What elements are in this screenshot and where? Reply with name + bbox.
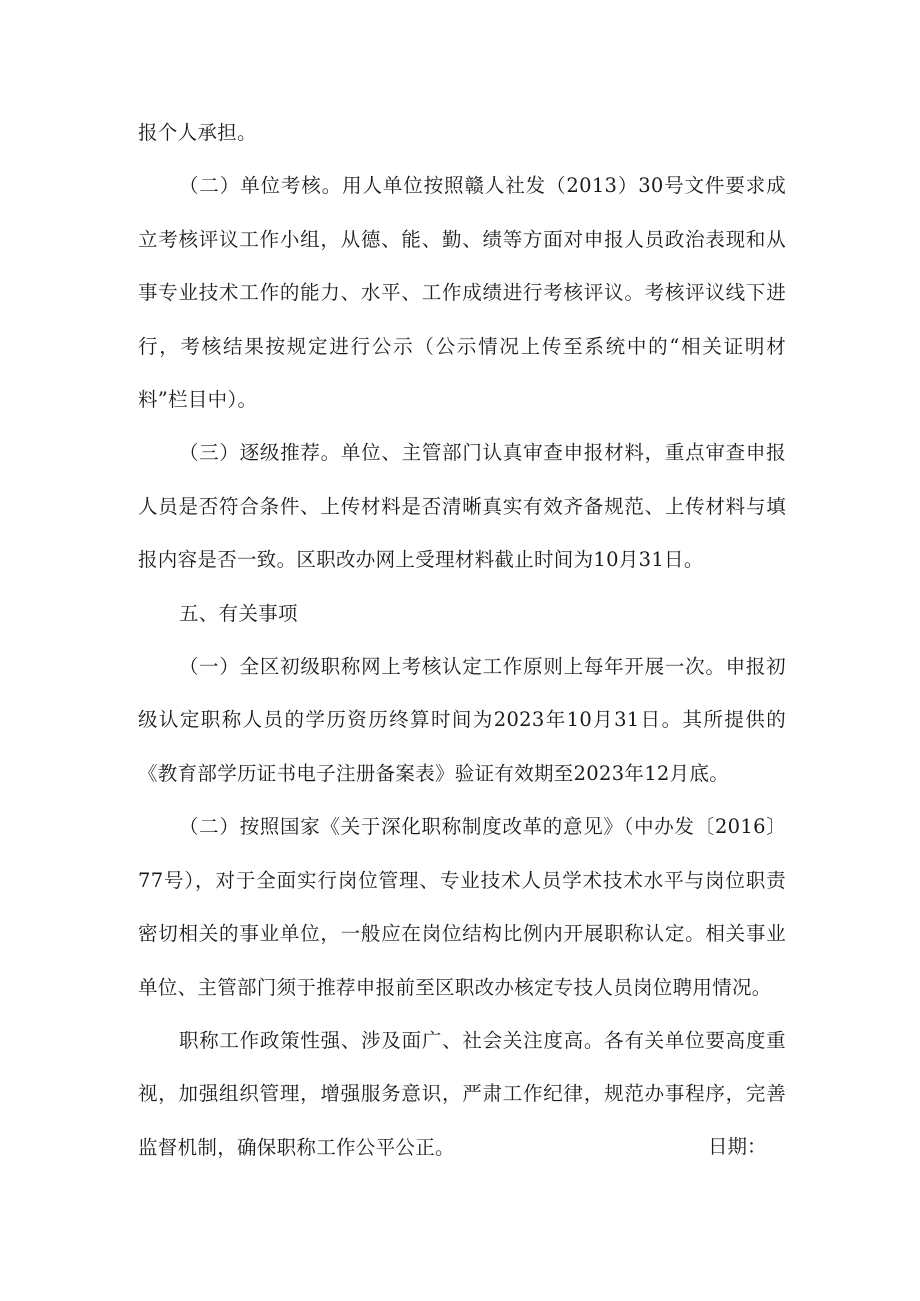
paragraph-annual-assessment: （一）全区初级职称网上考核认定工作原则上每年开展一次。申报初级认定职称人员的学历资历终算时间为2023年10月31日。其所提供的《教育部学历证书电子注册备案表》验证有效期至2023年12月底。: [138, 655, 786, 785]
paragraph-reform-opinion: （二）按照国家《关于深化职称制度改革的意见》（中办发〔2016〕77号），对于全面实行岗位管理、专业技术人员学术技术水平与岗位职责密切相关的事业单位，一般应在岗位结构比例内开展职称认定。相关事业单位、主管部门须于推荐申报前至区职改办核定专技人员岗位聘用情况。: [138, 815, 786, 999]
paragraph-continuation: 报个人承担。: [138, 121, 257, 144]
section-heading-related-matters: 五、有关事项: [178, 601, 298, 625]
paragraph-closing: 职称工作政策性强、涉及面广、社会关注度高。各有关单位要高度重视，加强组织管理，增强服务意识，严肃工作纪律，规范办事程序，完善监督机制，确保职称工作公平公正。: [138, 1028, 786, 1159]
paragraph-recommendation: （三）逐级推荐。单位、主管部门认真审查申报材料，重点审查申报人员是否符合条件、上传材料是否清晰真实有效齐备规范、上传材料与填报内容是否一致。区职改办网上受理材料截止时间为10月31日。: [138, 441, 786, 572]
document-body: [138, 106, 786, 1174]
date-label: 日期：: [708, 1135, 767, 1158]
paragraph-unit-assessment: （二）单位考核。用人单位按照赣人社发（2013）30号文件要求成立考核评议工作小组，从德、能、勤、绩等方面对申报人员政治表现和从事专业技术工作的能力、水平、工作成绩进行考核评议。考核评议线下进行，考核结果按规定进行公示（公示情况上传至系统中的“相关证明材料”栏目中）。: [138, 174, 786, 412]
